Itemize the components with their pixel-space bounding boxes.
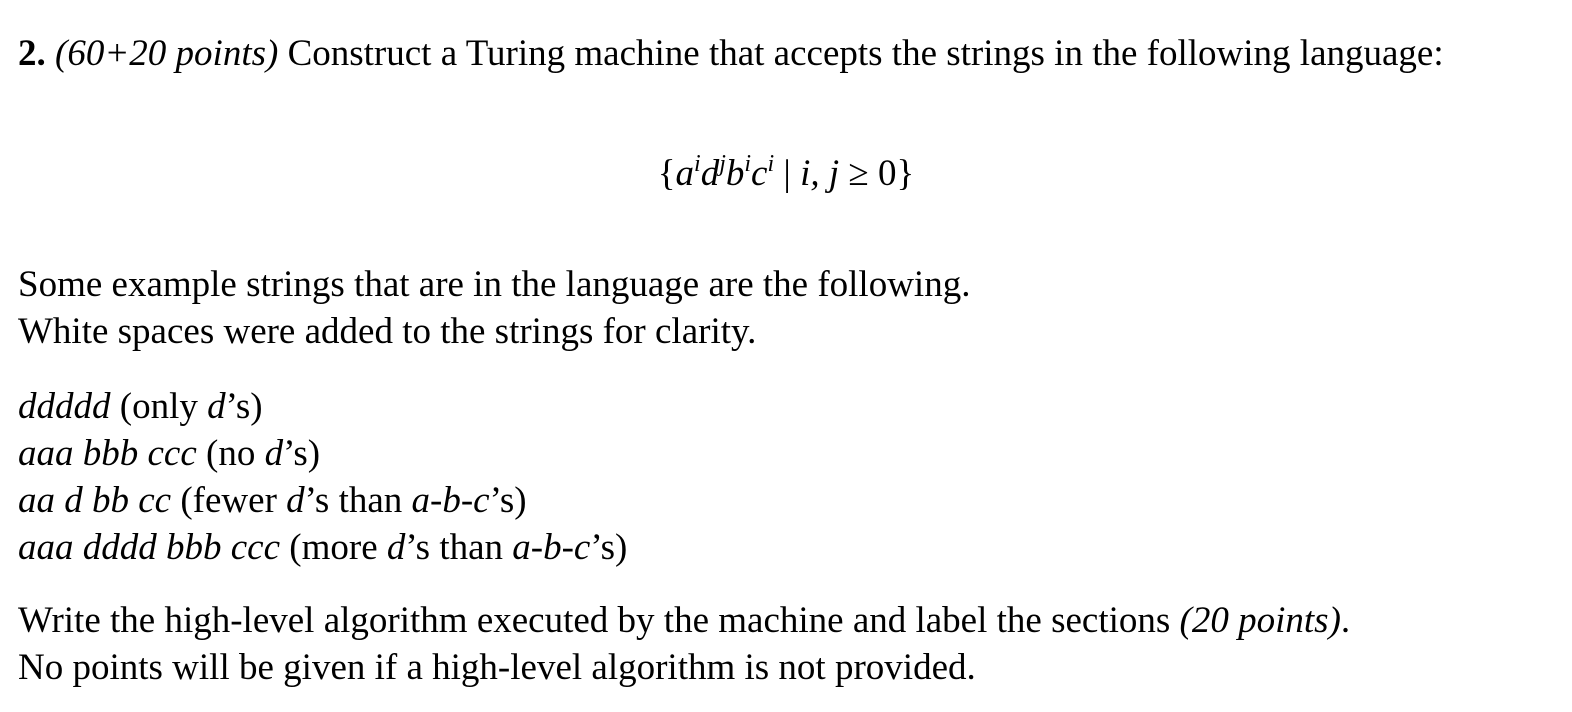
closing-line-1 <box>18 597 1562 644</box>
formula-open-brace: { <box>657 153 676 194</box>
example-note-symbol: d <box>264 433 284 474</box>
formula-close-brace: } <box>896 153 915 194</box>
problem-number: 2. <box>18 33 46 74</box>
formula-exponent-i: i <box>694 151 701 177</box>
example-item <box>18 477 1562 524</box>
intro-line-1: Some example strings that are in the language are the following. <box>18 264 971 305</box>
example-note-end: ’s) <box>489 480 527 521</box>
intro-paragraph <box>18 261 1562 355</box>
problem-heading <box>18 30 1562 77</box>
example-note-symbol: d <box>386 527 406 568</box>
example-string: aaa dddd bbb ccc <box>18 527 281 568</box>
formula-exponent-i: i <box>767 151 775 177</box>
formula-condition: ≥ 0 <box>839 153 897 194</box>
closing-points: (20 points) <box>1179 600 1341 641</box>
example-string: aaa bbb ccc <box>18 433 197 474</box>
example-note-symbol: d <box>286 480 305 521</box>
example-note-symbol: a-b-c <box>411 480 490 521</box>
example-note-middle: ’s than <box>405 527 513 568</box>
example-item <box>18 430 1562 477</box>
example-note-symbol: d <box>207 386 226 427</box>
example-note: (more <box>280 527 387 568</box>
example-list <box>18 383 1562 571</box>
example-string: ddddd <box>18 386 111 427</box>
intro-line-2: White spaces were added to the strings for clarity. <box>18 311 757 352</box>
problem-statement: Construct a Turing machine that accepts the strings in the following language: <box>287 33 1444 74</box>
closing-period: . <box>1340 600 1351 641</box>
example-note-symbol: a-b-c <box>512 527 591 568</box>
formula-symbol-c: c <box>751 153 768 194</box>
formula-exponent-j: j <box>719 151 726 177</box>
formula-exponent-i: i <box>744 151 752 177</box>
formula-symbol-d: d <box>700 153 720 194</box>
closing-line-2: No points will be given if a high-level algorithm is not provided. <box>18 647 976 688</box>
closing-paragraph <box>18 597 1562 691</box>
language-formula <box>0 150 1572 197</box>
example-note-end: ’s) <box>590 527 628 568</box>
example-string: aa d bb cc <box>18 480 172 521</box>
example-note-middle: ’s than <box>304 480 412 521</box>
example-item <box>18 524 1562 571</box>
example-item <box>18 383 1562 430</box>
formula-symbol-b: b <box>725 153 745 194</box>
formula-bar: | <box>774 153 801 194</box>
formula-variables: i, j <box>800 153 840 194</box>
formula-symbol-a: a <box>675 153 695 194</box>
example-note: (no <box>196 433 265 474</box>
example-note-end: ’s) <box>225 386 263 427</box>
example-note: (fewer <box>171 480 287 521</box>
example-note-end: ’s) <box>283 433 321 474</box>
problem-points: (60+20 points) <box>55 33 279 74</box>
example-note: (only <box>110 386 208 427</box>
closing-text: Write the high-level algorithm executed by the machine and label the sections <box>18 600 1180 641</box>
